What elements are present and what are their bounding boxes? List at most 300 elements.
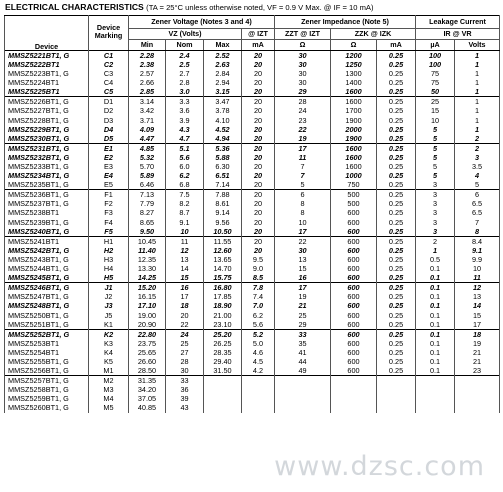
cell-zzt: 8 bbox=[275, 209, 331, 218]
cell-ir: 0.1 bbox=[416, 292, 455, 301]
header-unit-ua: µA bbox=[416, 40, 455, 51]
cell-zzt: 6 bbox=[275, 190, 331, 200]
cell-nom: 6.8 bbox=[166, 180, 204, 190]
table-row bbox=[5, 190, 500, 200]
cell-zzt: 22 bbox=[275, 125, 331, 134]
cell-max: 16.80 bbox=[204, 283, 242, 293]
cell-izk: 0.25 bbox=[377, 264, 416, 273]
cell-max: 7.14 bbox=[204, 180, 242, 190]
cell-izt: 8.5 bbox=[242, 273, 275, 283]
table-row bbox=[5, 69, 500, 78]
cell-min: 10.45 bbox=[129, 236, 166, 246]
cell-zzk: 600 bbox=[331, 236, 377, 246]
cell-izk: 0.25 bbox=[377, 171, 416, 180]
cell-max: 14.70 bbox=[204, 264, 242, 273]
title-conditions: (TA = 25°C unless otherwise noted, VF = 0.9 V Max. @ IF = 10 mA) bbox=[146, 3, 374, 12]
cell-marking: F1 bbox=[89, 190, 129, 200]
cell-izk: 0.25 bbox=[377, 357, 416, 366]
cell-marking: E2 bbox=[89, 153, 129, 162]
table-row bbox=[5, 320, 500, 330]
table-row bbox=[5, 385, 500, 394]
cell-zzk: 600 bbox=[331, 339, 377, 348]
cell-max: 11.55 bbox=[204, 236, 242, 246]
cell-marking: K1 bbox=[89, 320, 129, 330]
header-vz: VZ (Volts) bbox=[129, 29, 242, 40]
cell-nom: 3.0 bbox=[166, 87, 204, 97]
cell-device: MMSZ5255BT1, G bbox=[5, 357, 89, 366]
cell-zzk: 600 bbox=[331, 320, 377, 330]
cell-marking: D4 bbox=[89, 125, 129, 134]
cell-izt: 20 bbox=[242, 200, 275, 209]
cell-nom: 8.7 bbox=[166, 209, 204, 218]
cell-max: 4.94 bbox=[204, 134, 242, 144]
cell-izk: 0.25 bbox=[377, 97, 416, 107]
cell-zzk: 600 bbox=[331, 283, 377, 293]
cell-min: 3.42 bbox=[129, 107, 166, 116]
cell-izt: 20 bbox=[242, 218, 275, 227]
cell-izk: 0.25 bbox=[377, 246, 416, 255]
cell-vr: 17 bbox=[455, 320, 500, 330]
cell-zzt: 30 bbox=[275, 78, 331, 87]
cell-device: MMSZ5236BT1, G bbox=[5, 190, 89, 200]
table-row bbox=[5, 348, 500, 357]
cell-zzt: 10 bbox=[275, 218, 331, 227]
table-row bbox=[5, 376, 500, 386]
cell-device: MMSZ5257BT1, G bbox=[5, 376, 89, 386]
cell-nom: 3.9 bbox=[166, 116, 204, 125]
cell-min: 40.85 bbox=[129, 404, 166, 413]
cell-zzk: 1600 bbox=[331, 97, 377, 107]
table-row bbox=[5, 329, 500, 339]
cell-vr: 2 bbox=[455, 143, 500, 153]
header-zener-impedance: Zener Impedance (Note 5) bbox=[275, 16, 416, 29]
cell-vr: 21 bbox=[455, 348, 500, 357]
cell-zzt: 7 bbox=[275, 162, 331, 171]
table-row bbox=[5, 227, 500, 237]
cell-min: 2.66 bbox=[129, 78, 166, 87]
cell-izk: 0.25 bbox=[377, 180, 416, 190]
cell-marking: M4 bbox=[89, 394, 129, 403]
cell-izk: 0.25 bbox=[377, 134, 416, 144]
cell-vr: 8 bbox=[455, 227, 500, 237]
cell-min: 12.35 bbox=[129, 255, 166, 264]
cell-marking: J1 bbox=[89, 283, 129, 293]
cell-min: 7.13 bbox=[129, 190, 166, 200]
cell-izk: 0.25 bbox=[377, 292, 416, 301]
cell-izk: 0.25 bbox=[377, 302, 416, 311]
cell-ir: 3 bbox=[416, 190, 455, 200]
cell-max bbox=[204, 394, 242, 403]
cell-device: MMSZ5231BT1, G bbox=[5, 143, 89, 153]
cell-min: 19.00 bbox=[129, 311, 166, 320]
cell-ir bbox=[416, 404, 455, 413]
cell-zzk: 600 bbox=[331, 227, 377, 237]
cell-zzt: 25 bbox=[275, 311, 331, 320]
header-ir-vr: IR @ VR bbox=[416, 29, 500, 40]
table-row bbox=[5, 404, 500, 413]
cell-izt: 7.8 bbox=[242, 283, 275, 293]
cell-device: MMSZ5248BT1, G bbox=[5, 302, 89, 311]
cell-device: MMSZ5227BT1, G bbox=[5, 107, 89, 116]
cell-max: 3.78 bbox=[204, 107, 242, 116]
table-row bbox=[5, 236, 500, 246]
cell-zzk: 1900 bbox=[331, 116, 377, 125]
cell-device: MMSZ5243BT1, G bbox=[5, 255, 89, 264]
cell-max: 6.30 bbox=[204, 162, 242, 171]
cell-marking: M1 bbox=[89, 366, 129, 376]
cell-nom: 12 bbox=[166, 246, 204, 255]
cell-vr: 1 bbox=[455, 51, 500, 61]
cell-izk: 0.25 bbox=[377, 273, 416, 283]
cell-vr: 1 bbox=[455, 125, 500, 134]
cell-ir: 1 bbox=[416, 246, 455, 255]
cell-zzk bbox=[331, 385, 377, 394]
cell-nom: 2.5 bbox=[166, 60, 204, 69]
header-unit-ma-izk: mA bbox=[377, 40, 416, 51]
cell-izk: 0.25 bbox=[377, 283, 416, 293]
cell-zzt: 8 bbox=[275, 200, 331, 209]
cell-nom: 33 bbox=[166, 376, 204, 386]
cell-device: MMSZ5222BT1 bbox=[5, 60, 89, 69]
cell-vr: 3 bbox=[455, 153, 500, 162]
cell-zzt: 28 bbox=[275, 97, 331, 107]
cell-zzk: 600 bbox=[331, 357, 377, 366]
table-row bbox=[5, 107, 500, 116]
table-row bbox=[5, 292, 500, 301]
cell-max: 2.52 bbox=[204, 51, 242, 61]
cell-zzk: 600 bbox=[331, 302, 377, 311]
cell-izk: 0.25 bbox=[377, 153, 416, 162]
cell-device: MMSZ5258BT1, G bbox=[5, 385, 89, 394]
table-row bbox=[5, 60, 500, 69]
cell-zzt: 21 bbox=[275, 302, 331, 311]
cell-ir: 10 bbox=[416, 116, 455, 125]
cell-device: MMSZ5225BT1 bbox=[5, 87, 89, 97]
cell-ir: 100 bbox=[416, 51, 455, 61]
cell-izt: 20 bbox=[242, 125, 275, 134]
table-row bbox=[5, 339, 500, 348]
cell-marking: M3 bbox=[89, 385, 129, 394]
cell-marking: D1 bbox=[89, 97, 129, 107]
cell-marking: J5 bbox=[89, 311, 129, 320]
table-row bbox=[5, 357, 500, 366]
cell-marking: J3 bbox=[89, 302, 129, 311]
header-unit-ma: mA bbox=[242, 40, 275, 51]
header-leakage-current: Leakage Current bbox=[416, 16, 500, 29]
cell-izk: 0.25 bbox=[377, 218, 416, 227]
cell-zzk: 600 bbox=[331, 311, 377, 320]
cell-min: 15.20 bbox=[129, 283, 166, 293]
cell-min: 28.50 bbox=[129, 366, 166, 376]
cell-izk: 0.25 bbox=[377, 51, 416, 61]
cell-max: 18.90 bbox=[204, 302, 242, 311]
cell-vr: 3.5 bbox=[455, 162, 500, 171]
cell-vr: 9.1 bbox=[455, 246, 500, 255]
table-row bbox=[5, 394, 500, 403]
cell-zzt: 44 bbox=[275, 357, 331, 366]
cell-max: 5.88 bbox=[204, 153, 242, 162]
cell-marking: C1 bbox=[89, 51, 129, 61]
cell-izt: 5.6 bbox=[242, 320, 275, 330]
cell-vr: 2 bbox=[455, 134, 500, 144]
cell-vr: 23 bbox=[455, 366, 500, 376]
cell-min: 25.65 bbox=[129, 348, 166, 357]
cell-nom: 13 bbox=[166, 255, 204, 264]
cell-zzk: 1900 bbox=[331, 134, 377, 144]
cell-nom: 39 bbox=[166, 394, 204, 403]
cell-izk: 0.25 bbox=[377, 255, 416, 264]
cell-izt: 4.2 bbox=[242, 366, 275, 376]
cell-zzt: 35 bbox=[275, 339, 331, 348]
cell-marking: M5 bbox=[89, 404, 129, 413]
cell-izt bbox=[242, 385, 275, 394]
cell-zzt: 24 bbox=[275, 107, 331, 116]
cell-izt: 4.6 bbox=[242, 348, 275, 357]
table-row bbox=[5, 218, 500, 227]
cell-vr: 21 bbox=[455, 357, 500, 366]
cell-vr: 11 bbox=[455, 273, 500, 283]
cell-min: 17.10 bbox=[129, 302, 166, 311]
cell-max: 6.51 bbox=[204, 171, 242, 180]
cell-nom: 17 bbox=[166, 292, 204, 301]
cell-vr: 4 bbox=[455, 171, 500, 180]
table-row bbox=[5, 366, 500, 376]
cell-device: MMSZ5245BT1, G bbox=[5, 273, 89, 283]
table-row bbox=[5, 87, 500, 97]
cell-izt: 7.4 bbox=[242, 292, 275, 301]
table-row bbox=[5, 255, 500, 264]
cell-izk: 0.25 bbox=[377, 227, 416, 237]
cell-izk: 0.25 bbox=[377, 348, 416, 357]
cell-device: MMSZ5235BT1, G bbox=[5, 180, 89, 190]
table-row bbox=[5, 153, 500, 162]
cell-zzk: 1400 bbox=[331, 78, 377, 87]
cell-vr bbox=[455, 385, 500, 394]
cell-max: 8.61 bbox=[204, 200, 242, 209]
cell-izt: 5.2 bbox=[242, 329, 275, 339]
cell-izk: 0.25 bbox=[377, 236, 416, 246]
cell-nom: 24 bbox=[166, 329, 204, 339]
table-row bbox=[5, 51, 500, 61]
cell-izt: 20 bbox=[242, 227, 275, 237]
cell-device: MMSZ5238BT1 bbox=[5, 209, 89, 218]
cell-device: MMSZ5241BT1 bbox=[5, 236, 89, 246]
cell-zzt: 33 bbox=[275, 329, 331, 339]
cell-zzt: 16 bbox=[275, 273, 331, 283]
cell-ir: 15 bbox=[416, 107, 455, 116]
cell-vr: 1 bbox=[455, 87, 500, 97]
cell-min: 3.71 bbox=[129, 116, 166, 125]
cell-zzk: 1000 bbox=[331, 171, 377, 180]
cell-min: 2.57 bbox=[129, 69, 166, 78]
table-body bbox=[5, 51, 500, 413]
cell-izk: 0.25 bbox=[377, 320, 416, 330]
cell-ir bbox=[416, 385, 455, 394]
cell-vr: 7 bbox=[455, 218, 500, 227]
cell-marking: C2 bbox=[89, 60, 129, 69]
cell-ir: 0.1 bbox=[416, 366, 455, 376]
cell-vr: 6.5 bbox=[455, 209, 500, 218]
header-unit-ohm-zzk: Ω bbox=[331, 40, 377, 51]
cell-zzt: 7 bbox=[275, 171, 331, 180]
cell-izt bbox=[242, 376, 275, 386]
cell-ir: 5 bbox=[416, 125, 455, 134]
cell-izk: 0.25 bbox=[377, 69, 416, 78]
cell-ir: 25 bbox=[416, 97, 455, 107]
cell-nom: 5.1 bbox=[166, 143, 204, 153]
cell-zzk: 600 bbox=[331, 366, 377, 376]
cell-zzt: 30 bbox=[275, 60, 331, 69]
cell-zzk: 1600 bbox=[331, 153, 377, 162]
cell-nom: 7.5 bbox=[166, 190, 204, 200]
cell-zzk: 750 bbox=[331, 180, 377, 190]
header-nom: Nom bbox=[166, 40, 204, 51]
cell-zzt bbox=[275, 376, 331, 386]
cell-nom: 5.6 bbox=[166, 153, 204, 162]
cell-izt: 20 bbox=[242, 171, 275, 180]
cell-nom: 18 bbox=[166, 302, 204, 311]
cell-device: MMSZ5247BT1, G bbox=[5, 292, 89, 301]
cell-nom: 6.2 bbox=[166, 171, 204, 180]
table-title bbox=[5, 2, 374, 12]
cell-marking: J2 bbox=[89, 292, 129, 301]
cell-vr: 19 bbox=[455, 339, 500, 348]
cell-device: MMSZ5251BT1, G bbox=[5, 320, 89, 330]
cell-zzt: 11 bbox=[275, 153, 331, 162]
cell-zzk: 1200 bbox=[331, 51, 377, 61]
cell-zzt: 29 bbox=[275, 87, 331, 97]
cell-ir: 0.1 bbox=[416, 329, 455, 339]
cell-max: 26.25 bbox=[204, 339, 242, 348]
cell-max: 29.40 bbox=[204, 357, 242, 366]
cell-ir: 0.1 bbox=[416, 283, 455, 293]
cell-izk: 0.25 bbox=[377, 209, 416, 218]
cell-ir: 3 bbox=[416, 209, 455, 218]
cell-marking: K3 bbox=[89, 339, 129, 348]
cell-izt bbox=[242, 394, 275, 403]
cell-ir: 0.1 bbox=[416, 264, 455, 273]
cell-ir: 100 bbox=[416, 60, 455, 69]
cell-izk: 0.25 bbox=[377, 143, 416, 153]
cell-min: 8.27 bbox=[129, 209, 166, 218]
cell-marking: E3 bbox=[89, 162, 129, 171]
table-row bbox=[5, 273, 500, 283]
cell-zzt bbox=[275, 394, 331, 403]
header-device: Device bbox=[5, 16, 89, 51]
cell-min: 5.70 bbox=[129, 162, 166, 171]
cell-min: 6.46 bbox=[129, 180, 166, 190]
cell-max bbox=[204, 404, 242, 413]
cell-device: MMSZ5240BT1, G bbox=[5, 227, 89, 237]
header-unit-ohm: Ω bbox=[275, 40, 331, 51]
cell-marking: M2 bbox=[89, 376, 129, 386]
cell-max: 4.52 bbox=[204, 125, 242, 134]
cell-device: MMSZ5228BT1, G bbox=[5, 116, 89, 125]
cell-zzt: 23 bbox=[275, 116, 331, 125]
cell-ir: 0.1 bbox=[416, 339, 455, 348]
cell-izt: 9.5 bbox=[242, 255, 275, 264]
cell-max: 25.20 bbox=[204, 329, 242, 339]
cell-marking: H1 bbox=[89, 236, 129, 246]
cell-max: 3.47 bbox=[204, 97, 242, 107]
cell-izk: 0.25 bbox=[377, 60, 416, 69]
cell-ir: 75 bbox=[416, 69, 455, 78]
cell-izt: 20 bbox=[242, 153, 275, 162]
cell-zzk: 600 bbox=[331, 329, 377, 339]
cell-zzt: 22 bbox=[275, 236, 331, 246]
cell-device: MMSZ5234BT1, G bbox=[5, 171, 89, 180]
cell-izk: 0.25 bbox=[377, 366, 416, 376]
cell-nom: 11 bbox=[166, 236, 204, 246]
cell-marking: C5 bbox=[89, 87, 129, 97]
cell-izk: 0.25 bbox=[377, 190, 416, 200]
cell-marking: H4 bbox=[89, 264, 129, 273]
cell-izt: 20 bbox=[242, 236, 275, 246]
cell-izt: 7.0 bbox=[242, 302, 275, 311]
cell-vr: 8.4 bbox=[455, 236, 500, 246]
cell-max: 15.75 bbox=[204, 273, 242, 283]
cell-zzk: 2000 bbox=[331, 125, 377, 134]
cell-device: MMSZ5260BT1, G bbox=[5, 404, 89, 413]
cell-min: 4.47 bbox=[129, 134, 166, 144]
cell-zzt: 5 bbox=[275, 180, 331, 190]
header-at-izt: @ IZT bbox=[242, 29, 275, 40]
cell-zzk bbox=[331, 404, 377, 413]
cell-ir: 0.1 bbox=[416, 357, 455, 366]
cell-max: 31.50 bbox=[204, 366, 242, 376]
cell-zzt: 13 bbox=[275, 255, 331, 264]
cell-marking: C4 bbox=[89, 78, 129, 87]
watermark: www.dzsc.com bbox=[274, 451, 485, 482]
cell-device: MMSZ5223BT1, G bbox=[5, 69, 89, 78]
cell-izk: 0.25 bbox=[377, 311, 416, 320]
cell-max: 10.50 bbox=[204, 227, 242, 237]
cell-marking: E5 bbox=[89, 180, 129, 190]
cell-zzk: 1600 bbox=[331, 143, 377, 153]
table-row bbox=[5, 78, 500, 87]
cell-max: 9.56 bbox=[204, 218, 242, 227]
cell-device: MMSZ5242BT1, G bbox=[5, 246, 89, 255]
cell-nom: 6.0 bbox=[166, 162, 204, 171]
cell-vr bbox=[455, 394, 500, 403]
cell-zzt: 17 bbox=[275, 227, 331, 237]
cell-ir bbox=[416, 394, 455, 403]
cell-ir: 0.1 bbox=[416, 311, 455, 320]
cell-vr: 12 bbox=[455, 283, 500, 293]
cell-izt: 20 bbox=[242, 180, 275, 190]
cell-nom: 9.1 bbox=[166, 218, 204, 227]
cell-max: 4.10 bbox=[204, 116, 242, 125]
cell-izt: 5.0 bbox=[242, 339, 275, 348]
cell-izt: 20 bbox=[242, 190, 275, 200]
cell-min: 2.38 bbox=[129, 60, 166, 69]
cell-max: 12.60 bbox=[204, 246, 242, 255]
cell-izt: 20 bbox=[242, 97, 275, 107]
cell-izt: 20 bbox=[242, 134, 275, 144]
cell-min: 5.32 bbox=[129, 153, 166, 162]
table-row bbox=[5, 311, 500, 320]
cell-zzt: 49 bbox=[275, 366, 331, 376]
cell-zzt: 19 bbox=[275, 292, 331, 301]
cell-marking: H2 bbox=[89, 246, 129, 255]
cell-min: 14.25 bbox=[129, 273, 166, 283]
cell-zzt bbox=[275, 404, 331, 413]
cell-izt: 20 bbox=[242, 116, 275, 125]
cell-zzt: 30 bbox=[275, 51, 331, 61]
cell-marking: E1 bbox=[89, 143, 129, 153]
cell-ir: 2 bbox=[416, 236, 455, 246]
cell-zzk bbox=[331, 394, 377, 403]
